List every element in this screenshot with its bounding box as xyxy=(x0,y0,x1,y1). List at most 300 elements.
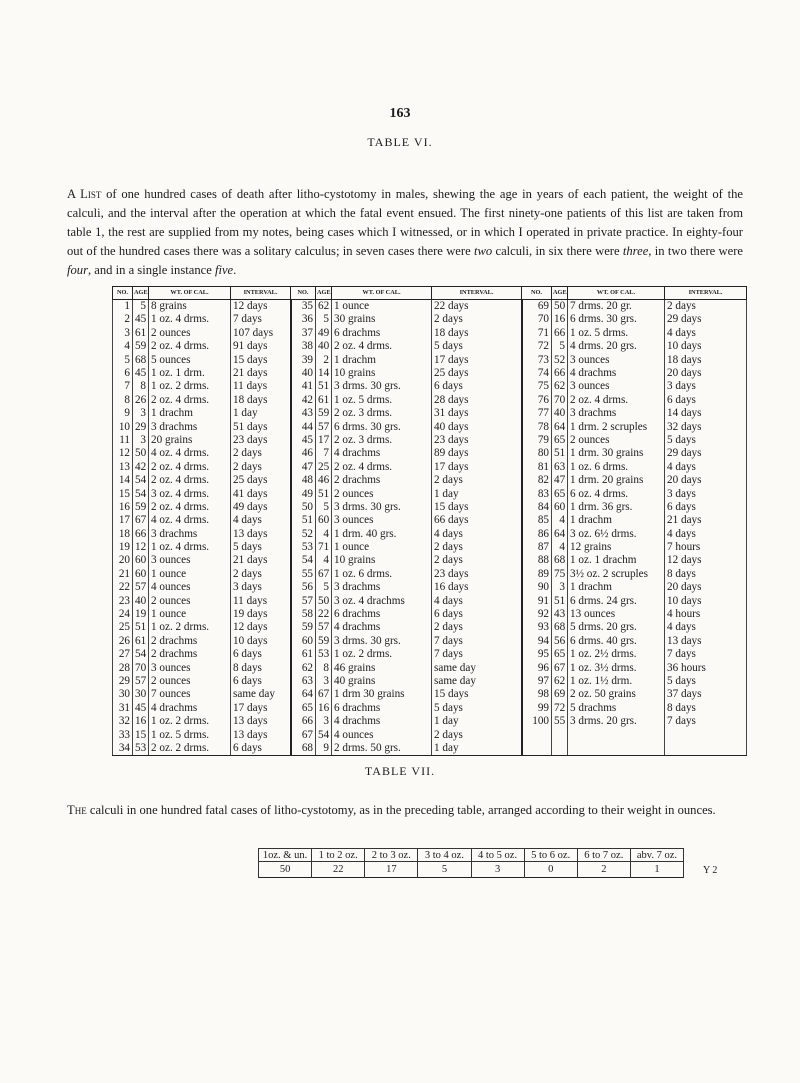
table-vi-cell: 3 days xyxy=(665,380,747,393)
table-vi-cell xyxy=(665,742,747,756)
table-vi-cell: 65 xyxy=(552,487,568,500)
table-vi-cell: 42 xyxy=(291,394,316,407)
table-vi-cell: 90 xyxy=(522,581,552,594)
table-vi-cell: 29 days xyxy=(665,313,747,326)
table-vi-cell: 3 ounces xyxy=(568,380,665,393)
table-vi-cell: 3 xyxy=(113,327,133,340)
table-vi-cell: 48 xyxy=(291,474,316,487)
table-vi-row xyxy=(113,380,747,393)
table-vi-cell: 3 drms. 30 grs. xyxy=(332,380,432,393)
table-vi-cell: 40 xyxy=(316,340,332,353)
table-vi-header-row xyxy=(113,287,747,300)
table-vi-cell: 6 drms. 30 grs. xyxy=(332,421,432,434)
table-vi-cell: 45 xyxy=(291,434,316,447)
table-vi-cell: 1 day xyxy=(432,487,522,500)
table-vi-cell: 54 xyxy=(133,474,149,487)
table-vi-cell: 88 xyxy=(522,554,552,567)
table-vi-cell: 4 days xyxy=(665,621,747,634)
table-vi-header-cell: AGE xyxy=(552,287,568,300)
table-vi-row xyxy=(113,340,747,353)
table-vi-cell: 53 xyxy=(291,541,316,554)
table-vi-cell: 18 days xyxy=(665,354,747,367)
intro-mid1: calculi, in six there were xyxy=(492,244,623,258)
table-vi-cell: 1 oz. 6 drms. xyxy=(568,461,665,474)
table-vi-cell: 40 xyxy=(291,367,316,380)
table-vi-cell: 58 xyxy=(291,608,316,621)
table-vi-cell: 1 drachm xyxy=(149,407,231,420)
table-vii-intro-body: calculi in one hundred fatal cases of litho-cystotomy, as in the preceding table, arranged according to their weight in ounces. xyxy=(86,803,716,817)
table-vi-cell: 5 days xyxy=(231,541,291,554)
table-vi-cell: 62 xyxy=(552,380,568,393)
table-vi-cell: 45 xyxy=(133,367,149,380)
table-vi-cell: 67 xyxy=(291,729,316,742)
table-vi-cell: 3 xyxy=(133,434,149,447)
table-vi-cell: 3 days xyxy=(665,487,747,500)
table-vi-cell: 4 days xyxy=(432,528,522,541)
table-vi-cell: 16 days xyxy=(432,581,522,594)
table-vi-cell: 14 days xyxy=(665,407,747,420)
table-vi-cell: 68 xyxy=(552,621,568,634)
table-vi-cell: 15 xyxy=(133,729,149,742)
table-vi-cell: 55 xyxy=(552,715,568,728)
table-vi-cell: 63 xyxy=(291,675,316,688)
table-vi-cell: 2 oz. 4 drms. xyxy=(332,340,432,353)
table-vi-row xyxy=(113,688,747,701)
table-vi-row xyxy=(113,621,747,634)
table-vi-cell: 13 days xyxy=(665,635,747,648)
table-vi-cell: 51 xyxy=(552,447,568,460)
table-vi-cell: 1 oz. 2 drms. xyxy=(149,715,231,728)
table-vi-cell: 46 grains xyxy=(332,662,432,675)
table-vi-cell: 4 drachms xyxy=(568,367,665,380)
table-vi-cell: 1 oz. 4 drms. xyxy=(149,313,231,326)
table-vi-cell: 1 drm. 40 grs. xyxy=(332,528,432,541)
table-vi-row xyxy=(113,528,747,541)
table-vi-cell: 1 oz. 5 drms. xyxy=(568,327,665,340)
table-vi-cell: 6 days xyxy=(231,648,291,661)
table-vi-cell: 1 drm. 30 grains xyxy=(568,447,665,460)
table-vi-cell: 39 xyxy=(291,354,316,367)
table-vi-cell: 33 xyxy=(113,729,133,742)
table-vi-cell: 4 drachms xyxy=(332,715,432,728)
table-vi-cell: 16 xyxy=(113,501,133,514)
table-vii-header-cell: 5 to 6 oz. xyxy=(524,849,577,862)
table-vi-cell: 66 days xyxy=(432,514,522,527)
table-vi-row xyxy=(113,501,747,514)
table-vi-cell: 24 xyxy=(113,608,133,621)
table-vi-cell: 17 days xyxy=(432,461,522,474)
table-vi-cell: 3 drachms xyxy=(149,421,231,434)
table-vi-cell: 81 xyxy=(522,461,552,474)
table-vi-cell: 10 grains xyxy=(332,367,432,380)
table-vi-cell: 1 drm. 36 grs. xyxy=(568,501,665,514)
table-vi-row xyxy=(113,662,747,675)
table-vi-cell: 62 xyxy=(316,300,332,314)
table-vi-cell: 37 days xyxy=(665,688,747,701)
table-vi-cell: 22 xyxy=(316,608,332,621)
table-vi-cell: 29 xyxy=(133,421,149,434)
table-vi-cell: 56 xyxy=(552,635,568,648)
table-vi-cell: 53 xyxy=(133,742,149,756)
table-vi-cell: 53 xyxy=(316,648,332,661)
table-vi-cell: 75 xyxy=(522,380,552,393)
table-vi-cell: 17 xyxy=(316,434,332,447)
table-vi-cell: 49 xyxy=(316,327,332,340)
table-vi-cell: 20 days xyxy=(665,474,747,487)
table-vi-cell: 3 xyxy=(133,407,149,420)
table-vi-cell: 29 days xyxy=(665,447,747,460)
table-vi-cell: 74 xyxy=(522,367,552,380)
table-vi-cell: 1 oz. 5 drms. xyxy=(149,729,231,742)
table-vi-cell: 60 xyxy=(133,568,149,581)
table-vi-cell: 17 days xyxy=(231,702,291,715)
table-vii-values-row xyxy=(259,862,684,878)
table-vi-cell: 68 xyxy=(552,554,568,567)
table-vi-cell: 6 days xyxy=(231,742,291,756)
table-vi-cell: 10 days xyxy=(665,595,747,608)
intro-mid2: , in two there were xyxy=(648,244,743,258)
table-vi-cell: 12 xyxy=(113,447,133,460)
table-vi-cell: 1 drm. 20 grains xyxy=(568,474,665,487)
table-vi-cell: 19 xyxy=(113,541,133,554)
table-vi-cell: 79 xyxy=(522,434,552,447)
table-vi-cell: 13 xyxy=(113,461,133,474)
table-vi-cell: 4 xyxy=(113,340,133,353)
table-vi-row xyxy=(113,447,747,460)
table-vi-row xyxy=(113,702,747,715)
table-vi-cell: 55 xyxy=(291,568,316,581)
table-vi-cell: 60 xyxy=(316,514,332,527)
table-vi-cell: 49 days xyxy=(231,501,291,514)
table-vi-cell: 17 xyxy=(113,514,133,527)
table-vi-cell: 91 xyxy=(522,595,552,608)
table-vi-cell: 18 days xyxy=(231,394,291,407)
table-vi-cell: 17 days xyxy=(432,354,522,367)
table-vi-cell: 15 days xyxy=(231,354,291,367)
table-vi-cell: 25 xyxy=(316,461,332,474)
table-vi-cell: 2 ounces xyxy=(149,675,231,688)
table-vi-cell: 4 xyxy=(552,541,568,554)
table-vi-cell: 1 oz. 6 drms. xyxy=(332,568,432,581)
table-vi-cell: 4 drachms xyxy=(149,702,231,715)
table-vi-cell: 6 days xyxy=(432,608,522,621)
table-vi-cell: 80 xyxy=(522,447,552,460)
table-vi-cell: 23 xyxy=(113,595,133,608)
table-vi-cell: 47 xyxy=(291,461,316,474)
table-vi-cell: 23 days xyxy=(432,568,522,581)
table-vi-cell: 3 drachms xyxy=(568,407,665,420)
table-vi-cell: 8 grains xyxy=(149,300,231,314)
table-vi-cell: 13 days xyxy=(231,715,291,728)
table-vi-cell: 23 days xyxy=(231,434,291,447)
table-vi-cell: 50 xyxy=(552,300,568,314)
table-vi-cell: 8 xyxy=(133,380,149,393)
table-vi-cell: 1 oz. 5 drms. xyxy=(332,394,432,407)
table-vi-cell: 2 ounces xyxy=(149,595,231,608)
table-vi-cell: 15 days xyxy=(432,688,522,701)
table-vi-cell: 4 drms. 20 grs. xyxy=(568,340,665,353)
table-vi-cell: 6 drachms xyxy=(332,327,432,340)
table-vi-cell: 45 xyxy=(133,313,149,326)
table-vi-cell: 61 xyxy=(316,394,332,407)
table-vi-cell: 51 xyxy=(133,621,149,634)
table-vi-cell: 10 xyxy=(113,421,133,434)
table-vi-cell: 6 xyxy=(113,367,133,380)
table-vi-cell: 3 ounces xyxy=(568,354,665,367)
table-vi-cell: 15 days xyxy=(432,501,522,514)
table-vi-cell: 2 drachms xyxy=(149,635,231,648)
table-vi-row xyxy=(113,648,747,661)
table-vi-cell: 5 xyxy=(133,300,149,314)
table-vi-row xyxy=(113,541,747,554)
table-vii-cell: 0 xyxy=(524,862,577,878)
table-vi-cell: 12 grains xyxy=(568,541,665,554)
table-vi-cell: 2 ounces xyxy=(568,434,665,447)
table-vi-cell: 2 xyxy=(113,313,133,326)
intro-three: three xyxy=(622,244,649,258)
table-vi-cell: 77 xyxy=(522,407,552,420)
table-vi-cell: 2 oz. 4 drms. xyxy=(568,394,665,407)
table-vi-cell: 2 days xyxy=(432,474,522,487)
intro-body: of one hundred cases of death after litho-cystotomy in males, shewing the age in years of each patient, the weight of the calculi, and the interval after the operation at which the fatal event ensued. The first ninety-one patients of this list are taken from table 1, the rest are supplied from my notes, being cases which I witnessed, or in which I operated in private practice. In eighty-four out of the hundred cases there was a solitary calculus; in seven cases there were xyxy=(67,187,743,258)
table-vi-cell: 1 oz. 2 drms. xyxy=(149,621,231,634)
table-vi-cell: 29 xyxy=(113,675,133,688)
table-vi-cell: 41 xyxy=(291,380,316,393)
table-vi-cell: 59 xyxy=(316,407,332,420)
table-vi-cell: 67 xyxy=(552,662,568,675)
table-vi-row xyxy=(113,474,747,487)
table-vi-cell: 2 days xyxy=(231,568,291,581)
table-vi-cell: 100 xyxy=(522,715,552,728)
table-vi-cell: 1 day xyxy=(432,715,522,728)
table-vi-cell: 1 ounce xyxy=(332,541,432,554)
table-vi-cell: 89 xyxy=(522,568,552,581)
table-vi-cell: 8 days xyxy=(231,662,291,675)
table-vi-cell: 82 xyxy=(522,474,552,487)
table-vi-row xyxy=(113,715,747,728)
intro-mid3: , and in a single instance xyxy=(88,263,215,277)
table-vi-header-cell: INTERVAL. xyxy=(432,287,522,300)
table-vii-title: TABLE VII. xyxy=(364,764,436,778)
table-vi-cell: 86 xyxy=(522,528,552,541)
table-vi-cell: 66 xyxy=(133,528,149,541)
table-vii-cell: 1 xyxy=(630,862,683,878)
table-vi-cell: 51 xyxy=(291,514,316,527)
table-vii-cell: 2 xyxy=(577,862,630,878)
table-vi-body xyxy=(113,300,747,756)
table-vi-cell: 5 xyxy=(552,340,568,353)
table-vi-cell: 25 xyxy=(113,621,133,634)
table-vi-cell: 2 days xyxy=(432,541,522,554)
table-vi-cell: 50 xyxy=(316,595,332,608)
table-vi-cell: 51 xyxy=(552,595,568,608)
table-vi-cell: 3 drms. 20 grs. xyxy=(568,715,665,728)
table-vi-cell: 4 drachms xyxy=(332,447,432,460)
table-vi-cell: 95 xyxy=(522,648,552,661)
table-vi-cell: 1 oz. 3½ drms. xyxy=(568,662,665,675)
table-vi-cell: 4 days xyxy=(432,595,522,608)
table-vi-cell: 5 days xyxy=(665,434,747,447)
table-vii-intro xyxy=(67,801,743,820)
table-vi-row xyxy=(113,568,747,581)
table-vi-cell: 57 xyxy=(133,581,149,594)
table-vi-cell: 2 days xyxy=(432,554,522,567)
table-vi-header-cell: WT. OF CAL. xyxy=(149,287,231,300)
table-vi-cell: 66 xyxy=(552,327,568,340)
table-vi-cell: 43 xyxy=(291,407,316,420)
table-vi-cell: 42 xyxy=(133,461,149,474)
table-vi-cell: 2 drachms xyxy=(332,474,432,487)
table-vi-cell: 28 days xyxy=(432,394,522,407)
table-vi-cell: 75 xyxy=(552,568,568,581)
table-vi-cell: 1 day xyxy=(231,407,291,420)
table-vi-row xyxy=(113,421,747,434)
table-vi-cell: 22 xyxy=(113,581,133,594)
table-vi-cell: 21 days xyxy=(231,367,291,380)
table-vi-cell: 4 ounces xyxy=(332,729,432,742)
intro-four: four xyxy=(67,263,88,277)
table-vi-cell: 11 days xyxy=(231,595,291,608)
table-vi-cell: 21 days xyxy=(231,554,291,567)
table-vii-cell: 3 xyxy=(471,862,524,878)
table-vi-cell: 72 xyxy=(522,340,552,353)
table-vi-header-cell: INTERVAL. xyxy=(665,287,747,300)
table-vi-row xyxy=(113,729,747,742)
table-vi-cell: 23 days xyxy=(432,434,522,447)
table-vi-cell: 3 oz. 6½ drms. xyxy=(568,528,665,541)
table-vi-cell: 46 xyxy=(316,474,332,487)
table-vi-cell: 41 days xyxy=(231,487,291,500)
intro-five: five xyxy=(214,263,234,277)
table-vi-cell: 6 days xyxy=(665,501,747,514)
table-vi-cell: 5 ounces xyxy=(149,354,231,367)
table-vi-cell: 34 xyxy=(113,742,133,756)
table-vi-cell: 36 hours xyxy=(665,662,747,675)
table-vi-cell: 4 xyxy=(316,528,332,541)
table-vi-cell: 40 grains xyxy=(332,675,432,688)
table-vi-cell: 20 days xyxy=(665,367,747,380)
page-number: 163 xyxy=(389,106,411,121)
table-vi-cell: 6 days xyxy=(231,675,291,688)
table-vi-row xyxy=(113,595,747,608)
table-vi-cell: 4 hours xyxy=(665,608,747,621)
table-vi-cell: 2 oz. 4 drms. xyxy=(332,461,432,474)
table-vi-cell: 30 xyxy=(113,688,133,701)
table-vi-cell: 98 xyxy=(522,688,552,701)
table-vi-cell: 6 drms. 30 grs. xyxy=(568,313,665,326)
table-vi-row xyxy=(113,300,747,314)
table-vi-cell: 6 drachms xyxy=(332,702,432,715)
table-vi-cell: 1 oz. 2 drms. xyxy=(149,380,231,393)
table-vi-cell xyxy=(552,729,568,742)
table-vi-cell: 54 xyxy=(316,729,332,742)
table-vi-cell xyxy=(665,729,747,742)
table-vi-cell: 67 xyxy=(133,514,149,527)
table-vi-cell: 32 xyxy=(113,715,133,728)
table-vi-row xyxy=(113,675,747,688)
table-vi-cell: 51 xyxy=(316,487,332,500)
table-vi-header-cell: INTERVAL. xyxy=(231,287,291,300)
table-vi-cell: 4 days xyxy=(665,461,747,474)
table-vi-cell: 16 xyxy=(133,715,149,728)
table-vi-cell: 6 days xyxy=(665,394,747,407)
table-vi-cell: 11 days xyxy=(231,380,291,393)
table-vi-row xyxy=(113,554,747,567)
table-vi-cell: 64 xyxy=(552,528,568,541)
table-vi-cell: 38 xyxy=(291,340,316,353)
table-vi-row xyxy=(113,461,747,474)
table-vi-cell: 3 days xyxy=(231,581,291,594)
table-vi-cell: 19 xyxy=(133,608,149,621)
table-vii-header-row xyxy=(259,849,684,862)
table-vi-cell: 12 days xyxy=(231,300,291,314)
table-vi-cell: 2 days xyxy=(231,447,291,460)
table-vi-cell: 6 oz. 4 drms. xyxy=(568,487,665,500)
intro-end: . xyxy=(233,263,237,277)
table-vi-cell: 31 xyxy=(113,702,133,715)
table-vi-cell: 12 xyxy=(133,541,149,554)
table-vi-cell: 10 days xyxy=(665,340,747,353)
table-vi-cell: 1 oz. 1½ drm. xyxy=(568,675,665,688)
intro-lead: A List xyxy=(67,187,102,201)
table-vi-cell: 5 days xyxy=(665,675,747,688)
table-vii-header-cell: 6 to 7 oz. xyxy=(577,849,630,862)
table-vi-cell: 3 xyxy=(552,581,568,594)
table-vi-row xyxy=(113,354,747,367)
table-vi-cell: 1 day xyxy=(432,742,522,756)
table-vii-cell: 5 xyxy=(418,862,471,878)
table-vi-cell xyxy=(568,729,665,742)
table-vi-cell: 2 oz. 4 drms. xyxy=(149,461,231,474)
table-vi-header-cell: NO. xyxy=(291,287,316,300)
table-vi-row xyxy=(113,327,747,340)
table-vi-cell: 19 days xyxy=(231,608,291,621)
table-vi-header-cell: AGE xyxy=(316,287,332,300)
table-vi-cell: 1 oz. 4 drms. xyxy=(149,541,231,554)
table-vi-cell: 3 oz. 4 drachms xyxy=(332,595,432,608)
table-vi-row xyxy=(113,581,747,594)
table-vi-cell: 50 xyxy=(133,447,149,460)
table-vi-intro xyxy=(67,185,743,280)
table-vi-cell: 4 oz. 4 drms. xyxy=(149,514,231,527)
table-vi-cell: 11 xyxy=(113,434,133,447)
table-vi-cell: 21 days xyxy=(665,514,747,527)
table-vi-cell: 4 xyxy=(316,554,332,567)
table-vi-cell: 107 days xyxy=(231,327,291,340)
table-vi-cell: 7 hours xyxy=(665,541,747,554)
table-vi-cell: 8 xyxy=(113,394,133,407)
table-vi-cell: 54 xyxy=(133,648,149,661)
table-vi-cell: 57 xyxy=(316,421,332,434)
table-vi-cell: 15 xyxy=(113,487,133,500)
table-vi-row xyxy=(113,635,747,648)
table-vi-row xyxy=(113,407,747,420)
table-vi-cell: 1 ounce xyxy=(332,300,432,314)
table-vi-cell: 40 days xyxy=(432,421,522,434)
table-vi-cell: 1 ounce xyxy=(149,608,231,621)
table-vi-cell: 43 xyxy=(552,608,568,621)
table-vi-cell: 84 xyxy=(522,501,552,514)
table-vi-cell: 3 drachms xyxy=(332,581,432,594)
table-vi-cell: 25 days xyxy=(432,367,522,380)
table-vi-cell: 44 xyxy=(291,421,316,434)
table-vi-cell: 12 days xyxy=(231,621,291,634)
table-vi-cell: 60 xyxy=(291,635,316,648)
table-vii xyxy=(258,848,684,878)
table-vi-cell: 71 xyxy=(522,327,552,340)
table-vi-cell: 13 days xyxy=(231,729,291,742)
table-vi-cell: 3 drms. 30 grs. xyxy=(332,501,432,514)
